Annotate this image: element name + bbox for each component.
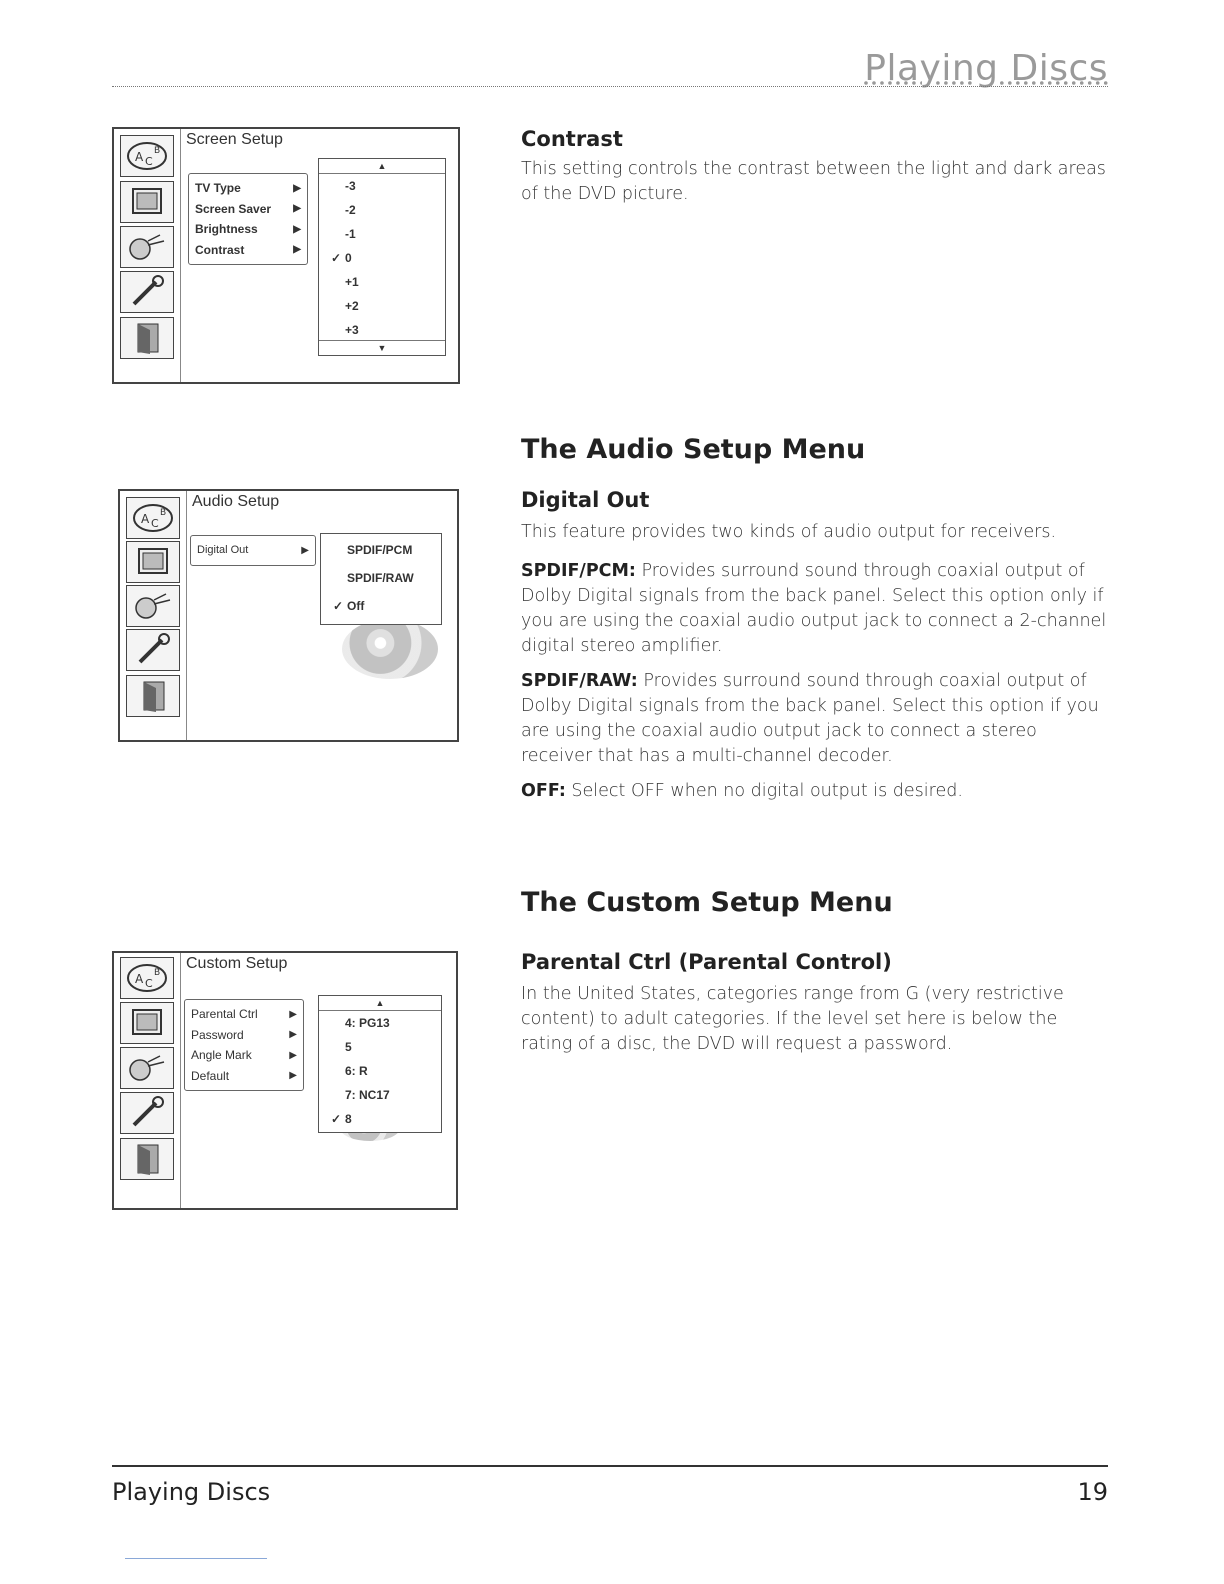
menu-title: Screen Setup [186,131,283,148]
exit-door-icon [120,317,174,359]
svg-text:C: C [145,155,153,168]
wrench-custom-icon [120,271,174,313]
contrast-heading: Contrast [521,127,623,151]
value-item[interactable]: 4: PG13 [345,1016,390,1030]
audio-menu-section [521,434,1111,465]
svg-text:B: B [154,146,161,156]
right-arrow-icon: ▶ [289,1049,297,1061]
contrast-values-list [318,158,446,356]
footer-section-title: Playing Discs [112,1478,271,1506]
svg-text:A: A [135,150,144,164]
right-arrow-icon: ▶ [293,203,301,215]
scroll-up-icon[interactable]: ▲ [319,159,445,174]
digital-out-heading: Digital Out [521,488,650,512]
svg-text:C: C [145,977,153,990]
language-icon [120,957,174,999]
footer-rule [112,1465,1108,1467]
right-arrow-icon: ▶ [293,244,301,256]
value-item-selected[interactable]: ✓ Off [321,592,441,620]
svg-text:B: B [154,968,161,978]
option-screen-saver[interactable]: Screen Saver ▶ [195,201,301,216]
option-digital-out[interactable]: Digital Out ▶ [197,544,309,557]
value-item[interactable]: 6: R [345,1064,368,1078]
wrench-custom-icon [126,629,180,671]
speaker-audio-icon [126,585,180,627]
parental-heading: Parental Ctrl (Parental Control) [521,950,892,974]
svg-text:A: A [141,512,150,526]
checkmark-icon: ✓ [330,251,341,265]
checkmark-icon: ✓ [332,599,343,613]
custom-menu-section [521,887,1111,918]
speaker-audio-icon [120,226,174,268]
option-default[interactable]: Default ▶ [191,1068,297,1083]
audio-setup-menu [118,489,459,742]
language-icon [120,135,174,177]
right-arrow-icon: ▶ [293,182,301,194]
tv-screen-icon [120,181,174,223]
tv-screen-icon [126,541,180,583]
value-item[interactable]: +1 [345,275,359,289]
off-paragraph: OFF: Select OFF when no digital output is desired. [521,781,963,801]
spdif-pcm-paragraph: SPDIF/PCM: Provides surround sound through coaxial output of Dolby Digital signals from the back panel. Select this option only if you are using the coaxial audio output jack to connect a 2-channel digital stereo amplifier. [521,561,1107,656]
option-contrast[interactable]: Contrast ▶ [195,242,301,257]
menu-sidebar [120,491,187,740]
scroll-up-icon[interactable]: ▲ [319,996,441,1011]
right-arrow-icon: ▶ [289,1008,297,1020]
menu-options-list [188,173,308,265]
contrast-body: This setting controls the contrast between the light and dark areas of the DVD picture. [521,159,1106,204]
page-header-title: Playing Discs [864,48,1108,89]
wrench-custom-icon [120,1092,174,1134]
menu-title: Custom Setup [186,955,288,972]
exit-door-icon [120,1138,174,1180]
checkmark-icon: ✓ [330,1112,341,1126]
parental-body: In the United States, categories range from G (very restrictive content) to adult categories. If the level set here is below the rating of a disc, the DVD will request a password. [521,984,1064,1054]
tv-screen-icon [120,1002,174,1044]
menu-title: Audio Setup [192,493,280,510]
language-icon [126,497,180,539]
menu-sidebar [114,129,181,382]
value-item[interactable]: +2 [345,299,359,313]
value-item-selected[interactable]: ✓ 0 [319,246,445,270]
right-arrow-icon: ▶ [289,1029,297,1041]
svg-text:B: B [160,508,167,518]
custom-menu-heading: The Custom Setup Menu [521,887,893,918]
digital-out-values-list [320,533,442,625]
spdif-raw-paragraph: SPDIF/RAW: Provides surround sound through coaxial output of Dolby Digital signals from the back panel. Select this option if you are using the coaxial audio output jack to connect a stereo receiver that has a multi-channel decoder. [521,671,1099,766]
disc-graphic [342,619,438,679]
right-arrow-icon: ▶ [293,223,301,235]
digital-out-section [521,488,1111,804]
digital-out-intro: This feature provides two kinds of audio output for receivers. [521,522,1057,542]
custom-setup-menu [112,951,458,1210]
value-item[interactable]: SPDIF/PCM [347,543,413,557]
footer-blue-rule [125,1558,267,1559]
option-brightness[interactable]: Brightness ▶ [195,222,301,237]
option-angle-mark[interactable]: Angle Mark ▶ [191,1048,297,1063]
speaker-audio-icon [120,1047,174,1089]
right-arrow-icon: ▶ [301,544,309,556]
contrast-section [521,127,1111,207]
menu-options-list [190,535,316,566]
option-tv-type[interactable]: TV Type ▶ [195,181,301,196]
parental-section [521,950,1111,1057]
value-item[interactable]: +3 [345,323,359,337]
value-item[interactable]: -2 [345,203,356,217]
svg-text:A: A [135,972,144,986]
option-parental-ctrl[interactable]: Parental Ctrl ▶ [191,1007,297,1022]
exit-door-icon [126,675,180,717]
value-item[interactable]: 7: NC17 [345,1088,390,1102]
right-arrow-icon: ▶ [289,1070,297,1082]
parental-values-list [318,995,442,1133]
scroll-down-icon[interactable]: ▼ [319,340,445,355]
option-password[interactable]: Password ▶ [191,1027,297,1042]
value-item[interactable]: SPDIF/RAW [347,571,414,585]
menu-options-list [184,999,304,1091]
value-item[interactable]: -1 [345,227,356,241]
value-item-selected[interactable]: ✓ 8 [319,1107,441,1131]
header-rule [112,86,1108,87]
audio-menu-heading: The Audio Setup Menu [521,434,866,465]
svg-text:C: C [151,517,159,530]
page-number: 19 [1077,1478,1108,1506]
value-item[interactable]: -3 [345,179,356,193]
value-item[interactable]: 5 [345,1040,352,1054]
screen-setup-menu [112,127,460,384]
menu-sidebar [114,953,181,1208]
